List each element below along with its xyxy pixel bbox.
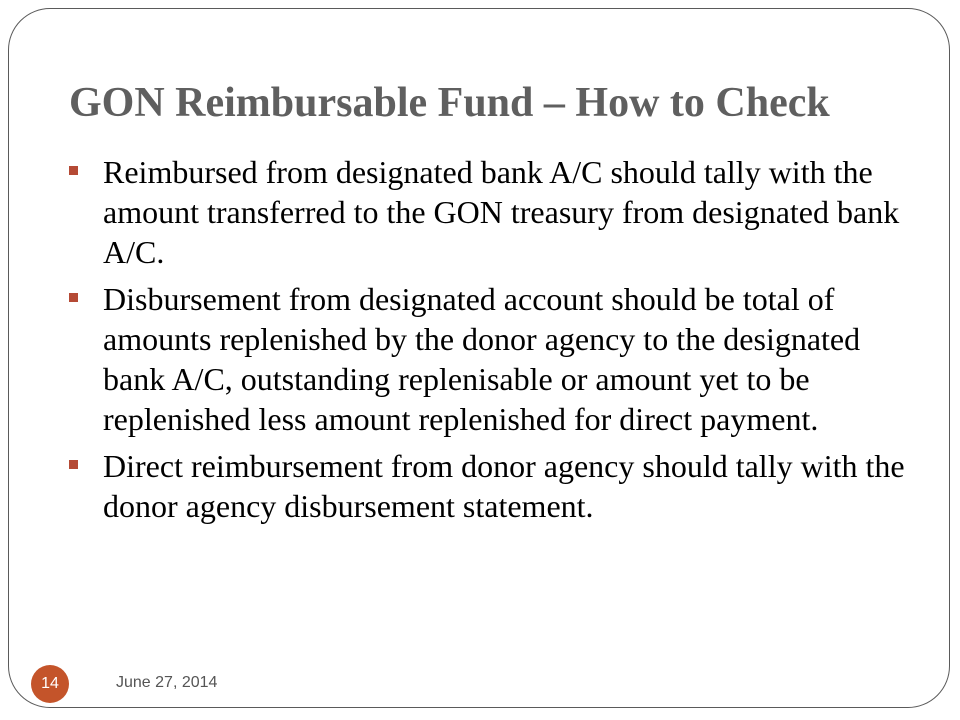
- page-number-badge: 14: [31, 665, 69, 703]
- bullet-text: Disbursement from designated account should be total of amounts replenished by the donor agency to the designated bank A/C, outstanding replenisable or amount yet to be replenished less amount replenished for direct payment.: [103, 281, 861, 437]
- bullet-item: [67, 446, 917, 526]
- slide-title: GON Reimbursable Fund – How to Check: [69, 80, 830, 126]
- square-bullet-icon: [69, 166, 78, 175]
- bullet-item: [67, 279, 917, 439]
- bullet-text: Reimbursed from designated bank A/C should tally with the amount transferred to the GON treasury from designated bank A/C.: [103, 154, 900, 270]
- bullet-list: [67, 152, 917, 533]
- bullet-item: [67, 152, 917, 272]
- bullet-text: Direct reimbursement from donor agency should tally with the donor agency disbursement statement.: [103, 448, 905, 524]
- square-bullet-icon: [69, 460, 78, 469]
- slide-frame: [8, 8, 950, 708]
- square-bullet-icon: [69, 293, 78, 302]
- footer-date: June 27, 2014: [116, 674, 218, 691]
